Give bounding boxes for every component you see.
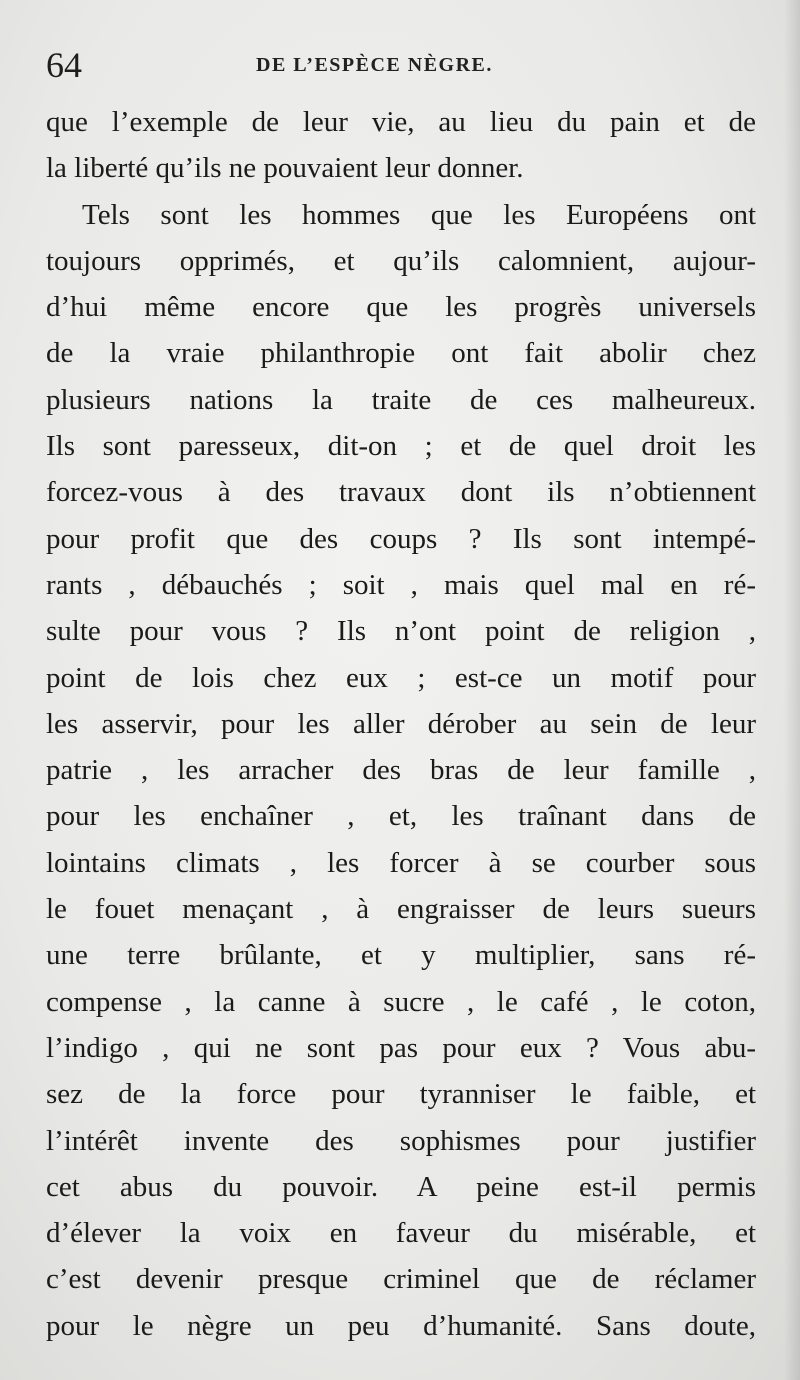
text-line: d’élever la voix en faveur du misérable, et	[46, 1217, 756, 1250]
text-line: cet abus du pouvoir. A peine est-il permis	[46, 1170, 756, 1203]
text-line: les asservir, pour les aller dérober au sein de leur	[46, 707, 756, 740]
text-line: patrie , les arracher des bras de leur famille ,	[46, 754, 756, 787]
text-line: sulte pour vous ? Ils n’ont point de religion ,	[46, 615, 756, 648]
text-line: forcez-vous à des travaux dont ils n’obtiennent	[46, 476, 756, 509]
text-line: une terre brûlante, et y multiplier, sans ré-	[46, 939, 756, 972]
text-line: l’indigo , qui ne sont pas pour eux ? Vous abu-	[46, 1031, 756, 1064]
text-line: le fouet menaçant , à engraisser de leurs sueurs	[46, 893, 756, 926]
text-line: que l’exemple de leur vie, au lieu du pain et de	[46, 106, 756, 138]
running-title: DE L’ESPÈCE NÈGRE.	[256, 54, 493, 76]
page-edge-shadow	[784, 0, 800, 1380]
text-line: d’hui même encore que les progrès universels	[46, 291, 756, 324]
text-line: plusieurs nations la traite de ces malheureux.	[46, 383, 756, 416]
text-line: l’intérêt invente des sophismes pour justifier	[46, 1124, 756, 1157]
text-line: Tels sont les hommes que les Européens ont	[82, 198, 756, 231]
text-line: toujours opprimés, et qu’ils calomnient, aujour-	[46, 244, 756, 277]
text-line: pour profit que des coups ? Ils sont intempé-	[46, 522, 756, 555]
text-line: compense , la canne à sucre , le café , le coton,	[46, 985, 756, 1018]
page-number: 64	[46, 45, 82, 85]
text-line: rants , débauchés ; soit , mais quel mal en ré-	[46, 568, 756, 601]
running-head	[46, 40, 756, 90]
text-line: Ils sont paresseux, dit-on ; et de quel droit les	[46, 430, 756, 463]
text-line: pour les enchaîner , et, les traînant dans de	[46, 800, 756, 833]
text-line: lointains climats , les forcer à se courber sous	[46, 846, 756, 879]
text-line: pour le nègre un peu d’humanité. Sans doute,	[46, 1309, 756, 1342]
text-line: sez de la force pour tyranniser le faible, et	[46, 1078, 756, 1111]
text-line: point de lois chez eux ; est-ce un motif pour	[46, 661, 756, 694]
text-line: c’est devenir presque criminel que de réclamer	[46, 1263, 756, 1296]
body-text	[46, 99, 756, 1349]
text-line: de la vraie philanthropie ont fait abolir chez	[46, 337, 756, 370]
text-line: la liberté qu’ils ne pouvaient leur donner.	[46, 152, 524, 185]
